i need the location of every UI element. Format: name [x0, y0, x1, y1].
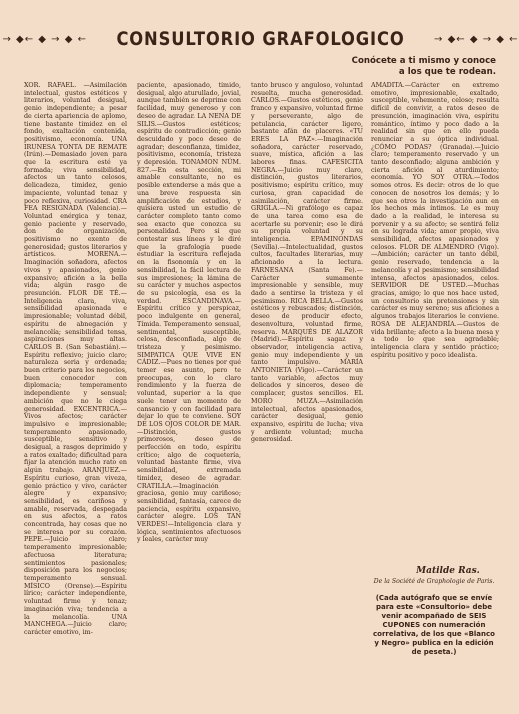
text-column-2: paciente, apasionado, tímido, desigual, algo aturullado, jovial, aunque también se deprime con facilidad, muy generoso y con deseo de agradar. LA NENA DE SILIS.—Gustos estéticos; espíritu de contradicción; genio descuidado y poco deseo de agradar; desconfianza, timidez, positivismo, economía, tristeza y depresión. TONAMON NÚM. 827.—En esta sección, mi amable consultante, no es posible extenderse a más que a una breve respuesta sin amplificación de estudios, y quisiera usted un estudio de carácter completo tanto como sea exacto que conozca su personalidad. Pero si que contestar sus líneas y le diré que la grafología puede estudiar la escritura reflejada en la fisonomía y en la sensibilidad, la fácil lectura de sus impresiones; la lámina de su carácter y muchos aspectos de su psicología, esa es la verdad. ESCANDINAVA.—Espíritu crítico y perspicaz, poco indulgente en general, Tímida. Temperamento sensual, sentimental, susceptible, celosa, desconfiada, algo de tristeza y pesimismo. SIMPATICA QUE VIVE EN CÁDIZ.—Pues no tienes por qué temer ese asunto, pero te preocupas, con lo claro rendimiento y la fuerza de voluntad, superior a la que suele tener un momento de cansancio y con facilidad para dejar lo que te conviene. SOY DE LOS OJOS COLOR DE MAR.—Distinción, gustos primorosos, deseo de perfección en todo, espíritu crítico; algo de coquetería, voluntad bastante firme, viva sensibilidad, extremada timidez, deseo de agradar. CRATILLA.—Imaginación graciosa, genio muy cariñoso; sensibilidad, fantasía, carece de paciencia, espíritu expansivo, carácter alegre. LOS TAN VERDES!—Inteligencia clara y lógica, sentimientos afectuosos y leales, carácter muy: [137, 82, 241, 544]
section-title: CONSULTORIO GRAFOLOGICO: [116, 28, 405, 50]
coupon-note: (Cada autógrafo que se envíe para este «Consultorio» debe venir acompañado de SEIS CUPONES con numeración correlativa, de los que «Blanco y Negro» publica en la edición de peseta.): [373, 594, 495, 656]
section-banner: [2, 28, 519, 50]
author-affiliation: De la Société de Graphologie de Paris.: [373, 578, 495, 585]
text-column-1: XOR. RAFAEL. —Asimilación intelectual, gustos estéticos y literarios, voluntad desigual, genio independiente; a pesar de cierta apariencia de aplomo, tiene bastante timidez en el fondo, exaltación contenida, positivismo, economía. UNA IRUNESA TONTA DE REMATE (Irún).—Demasiado joven para que la escritura esté ya formada; viva sensibilidad, afectos un tanto celosos, delicadeza, timidez, genio impaciente, voluntad tenaz y poco reflexiva, curiosidad. CRA FEA RESIGNADA (Valencia).—Voluntad enérgica y tenaz, genio paciente y reservado, don de organización, positivismo no exento de generosidad; gustos literarios y artísticos. MORENA.—Imaginación soñadora, afectos vivos y apasionados, genio expansivo; afición a la bella vida; algún rasgo de presunción. FLOR DE TÉ.—Inteligencia clara, viva, sensibilidad apasionada e impresionable; voluntad débil, espíritu de abnegación y melancolía; sensibilidad tensa, aspiraciones muy altas. CARLOS B. (San Sebastián).—Espíritu reflexivo; juicio claro; naturaleza seria y ordenada; buen criterio para los negocios, buen conocedor con diplomacia; temperamento independiente y sensual; ambición que no le ciega generosidad. EXCENTRICA.—Vivos afectos; carácter impulsivo e impresionable; temperamento apasionado, susceptible, sensitivo y desigual, a rasgos deprimido y a ratos exaltado; dificultad para fijar la atención mucho rato en algún trabajo. ARANJUEZ.—Espíritu curioso, gran viveza, genio práctico y vivo, carácter alegre y expansivo; sensibilidad, es cariñosa y amable, reservada, despegada en sus afectos, a ratos concentrada, hay cosas que no se interesa por su corazón. PEPE.—Juicio claro; temperamento impresionable; afectuosa literatura; sentimientos pasionales; disposición para los negocios; temperamento sensual. MÍSICO (Orense).—Espíritu lírico; carácter independiente, voluntad firme y tenaz; imaginación viva; tendencia a la melancolía. UNA MANCHEGA.—Juicio claro; carácter emotivo, im-: [24, 82, 127, 636]
author-signature: Matilde Ras.: [416, 566, 480, 576]
banner-ornament-left: → ◆← ◆ → ◆ ←: [2, 33, 87, 45]
text-column-3: tanto brusco y anguloso, voluntad resuelta, mucha generosidad. CARLOS.—Gustos estéticos, genio franco y expansivo, voluntad firme y perseverante, algo de petulancia, carácter ligero, bastante afán de placeres. «TU ERES LA PAZ».—Imaginación soñadora, carácter reservado, suave, mística, afición a las labores finas. CAFESICITA NEGRA.—Juicio muy claro, distinción, gustos literarios, positivismo; espíritu crítico, muy curiosa, gran capacidad de asimilación, carácter firme. GRIGLA.—Ni grafólogo es capaz de una tarea como esa de acertarle su porvenir; eso le dirá su propia voluntad y su inteligencia. EPAMINONDAS (Sevilla).—Intelectualidad, gustos cultos, facultades literarias, muy aficionado a la lectura. FARNESANA (Santa Fe).—Carácter sumamente impresionable y sensible, muy dado a sentirse la tristeza y el pesimismo. RICA BELLA.—Gustos estéticos y rebuscados; distinción, deseo de producir efecto, desenvoltura, voluntad firme, reserva. MARQUÉS DE ALAZOR (Madrid).—Espíritu sagaz y observador, inteligencia activa, genio muy independiente y un tanto impulsivo. MARÍA ANTONIETA (Vigo).—Carácter un tanto variable, afectos muy delicados y sinceros, deseo de complacer, gustos sencillos. EL MORO MUZA.—Asimilación intelectual, afectos apasionados, carácter desigual, genio expansivo, espíritu de lucha; viva y ardiente voluntad; mucha generosidad.: [251, 82, 363, 444]
text-column-4: AMADITA.—Carácter en extremo emotivo, impresionable, exaltado, susceptible, vehemente, celoso; resulta difícil de convivir, a ratos deseo de presunción, imaginación viva, espíritu romántico, íntimo y poco dado a la realidad sin que en ello pueda renunciar a su óptica individual. ¿CÓMO PODAS? (Granada).—Juicio claro; temperamento reservado y un tanto desconfiado; alguna ambición y cierta afición al aturdimiento; economía. YO SOY OTRA.—Todos somos otros. Es decir: otros de lo que conocen de nosotros los demás; y lo que sea otros la investigación aun en los hechos más íntimos. Le es muy dado a la realidad, le interesa su porvenir y a su afecto; se sentirá feliz en su lograda vida; amor propio, viva sensibilidad, afectos apasionados y celosos. FLOR DE ALMENDRO (Vigo).—Ambición; carácter un tanto débil, genio reservado, tendencia a la melancolía y al pesimismo; sensibilidad intensa, afectos apasionados, celos. SERVIDOR DE USTED.—Muchas gracias, amigo; lo que nos hace usted, un consultorio sin pretensiones y sin carácter es muy sereno; sus aficiones a algunos trabajos literarios le conviene. ROSA DE ALEJANDRÍA.—Gustos de vida brillante; afecto a la buena mesa y a todo lo que sea agradable; inteligencia clara y sentido práctico; espíritu positivo y poco idealista.: [371, 82, 499, 359]
banner-ornament-right: → ◆← ◆ → ◆ ←: [434, 33, 519, 45]
section-subtitle: Conócete a ti mismo y conoce a los que te rodean.: [351, 56, 496, 77]
